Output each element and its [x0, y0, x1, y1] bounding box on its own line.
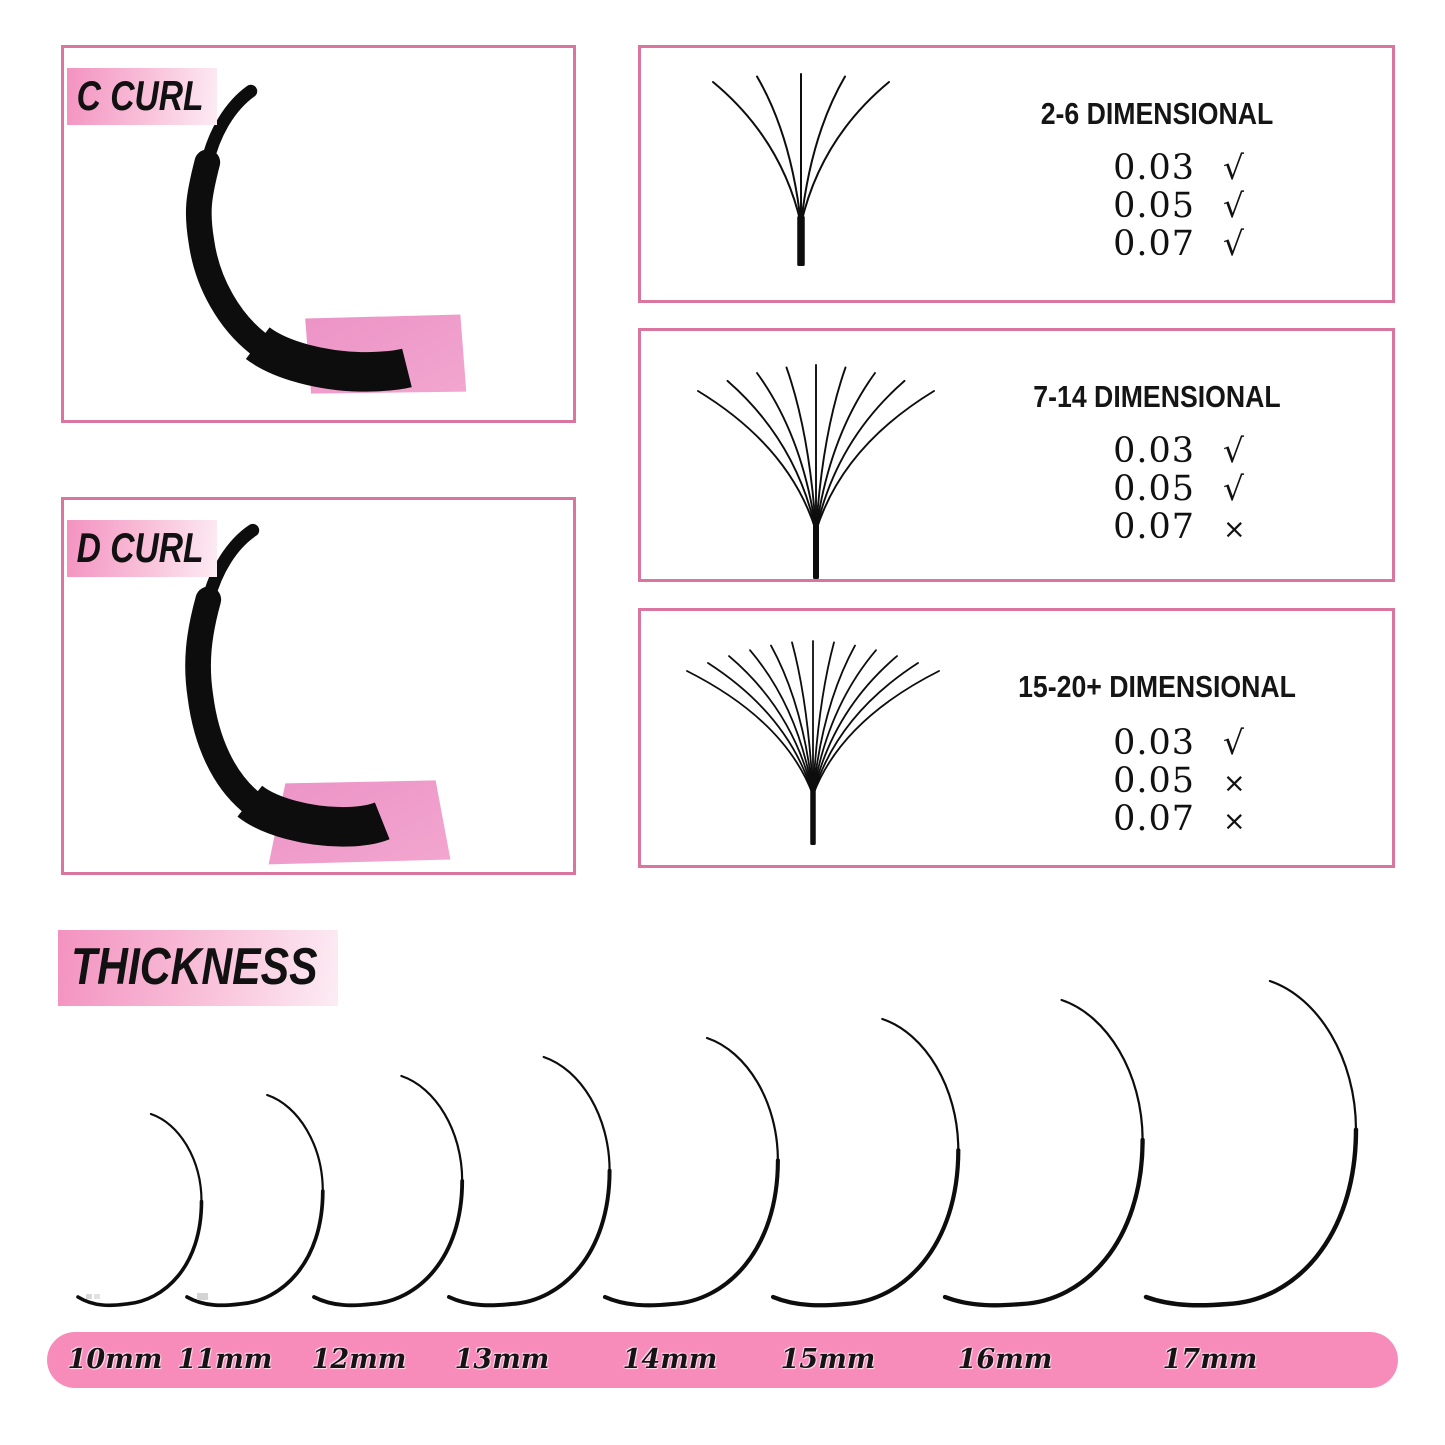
dimensional-panel-2-6 [638, 45, 1395, 303]
check-mark-icon: √ [1223, 469, 1245, 508]
check-mark-icon: √ [1223, 431, 1245, 470]
tape-mark [86, 1294, 92, 1299]
curve-stroke [449, 1057, 610, 1305]
thickness-title-text: THICKNESS [71, 938, 318, 996]
compatibility-row [986, 761, 1388, 799]
thickness-value: 0.07 [1113, 224, 1195, 264]
thickness-value: 0.05 [1113, 186, 1195, 226]
compatibility-row [986, 507, 1388, 545]
curve-stroke [78, 1114, 202, 1305]
tape-mark [197, 1293, 208, 1300]
curve-base-stroke [314, 1181, 462, 1305]
dimension-title: 2-6 DIMENSIONAL [1040, 96, 1274, 131]
length-curve-14mm [602, 1033, 785, 1311]
compatibility-row [986, 224, 1388, 262]
curve-base-stroke [773, 1150, 958, 1305]
curve-stroke [945, 1000, 1143, 1305]
compatibility-row [986, 148, 1388, 186]
compatibility-row [986, 799, 1388, 837]
length-curve-11mm [184, 1090, 330, 1311]
thickness-value: 0.03 [1113, 723, 1195, 763]
d-curl-panel [61, 497, 576, 875]
check-mark-icon: √ [1223, 723, 1245, 762]
thickness-value: 0.03 [1113, 148, 1195, 188]
fan-lash [816, 381, 905, 531]
length-label-14mm: 14mm [622, 1344, 718, 1375]
dimensional-panel-7-14 [638, 328, 1395, 582]
c-curl-panel [61, 45, 576, 423]
length-label-13mm: 13mm [454, 1344, 550, 1375]
curve-base-stroke [605, 1160, 778, 1305]
length-label-12mm: 12mm [311, 1344, 407, 1375]
length-curve-12mm [311, 1071, 469, 1311]
fan-lash [708, 663, 813, 795]
dimensional-text [986, 48, 1388, 300]
lash-fan-art [641, 611, 991, 865]
curve-stroke [605, 1038, 778, 1305]
thickness-value: 0.03 [1113, 431, 1195, 471]
compatibility-row [986, 469, 1388, 507]
fan-lash [728, 381, 817, 531]
lash-fan-art [641, 48, 991, 300]
lash-fan-9 [641, 361, 991, 583]
cross-mark-icon: × [1223, 514, 1246, 545]
compatibility-row [986, 186, 1388, 224]
d-curl-label [67, 520, 217, 577]
fan-lash [687, 671, 813, 795]
thickness-compatibility-rows [986, 148, 1388, 262]
curve-stroke [1146, 981, 1356, 1305]
lash-fan-5 [641, 70, 991, 270]
length-curve-17mm [1143, 976, 1363, 1311]
dimensional-text [986, 331, 1388, 579]
dimension-title: 15-20+ DIMENSIONAL [1018, 669, 1296, 704]
thickness-value: 0.07 [1113, 507, 1195, 547]
curve-base-stroke [78, 1201, 202, 1305]
curve-base-stroke [945, 1140, 1143, 1305]
length-label-16mm: 16mm [957, 1344, 1053, 1375]
thickness-value: 0.05 [1113, 469, 1195, 509]
compatibility-row [986, 431, 1388, 469]
fan-lash [813, 663, 918, 795]
dimensional-text [986, 611, 1388, 865]
c-curl-label-text: C CURL [76, 72, 204, 119]
curve-stroke [773, 1019, 958, 1305]
tape-mark [94, 1294, 100, 1299]
length-curve-15mm [770, 1014, 965, 1311]
length-curve-16mm [942, 995, 1150, 1311]
length-curve-10mm [75, 1109, 209, 1311]
compatibility-row [986, 723, 1388, 761]
lash-stroke [198, 600, 250, 802]
length-label-17mm: 17mm [1162, 1344, 1258, 1375]
length-label-15mm: 15mm [780, 1344, 876, 1375]
dimension-title: 7-14 DIMENSIONAL [1033, 379, 1281, 414]
check-mark-icon: √ [1223, 186, 1245, 225]
curve-base-stroke [1146, 1130, 1356, 1306]
curve-stroke [187, 1095, 323, 1305]
d-curl-label-text: D CURL [76, 524, 204, 571]
length-label-11mm: 11mm [177, 1344, 273, 1375]
cross-mark-icon: × [1223, 768, 1246, 799]
curve-stroke [314, 1076, 462, 1305]
lash-stroke [199, 162, 258, 343]
thickness-value: 0.07 [1113, 799, 1195, 839]
length-curve-13mm [446, 1052, 617, 1311]
c-curl-label [67, 68, 217, 125]
lash-fan-art [641, 331, 991, 579]
lash-fan-13 [641, 637, 991, 849]
thickness-title [58, 930, 338, 1006]
fan-lash [813, 671, 939, 795]
length-label-10mm: 10mm [67, 1344, 163, 1375]
dimensional-panel-15-20 [638, 608, 1395, 868]
curve-base-stroke [187, 1191, 323, 1305]
thickness-value: 0.05 [1113, 761, 1195, 801]
curve-base-stroke [449, 1171, 610, 1306]
cross-mark-icon: × [1223, 806, 1246, 837]
thickness-compatibility-rows [986, 723, 1388, 837]
check-mark-icon: √ [1223, 224, 1245, 263]
check-mark-icon: √ [1223, 148, 1245, 187]
thickness-compatibility-rows [986, 431, 1388, 545]
